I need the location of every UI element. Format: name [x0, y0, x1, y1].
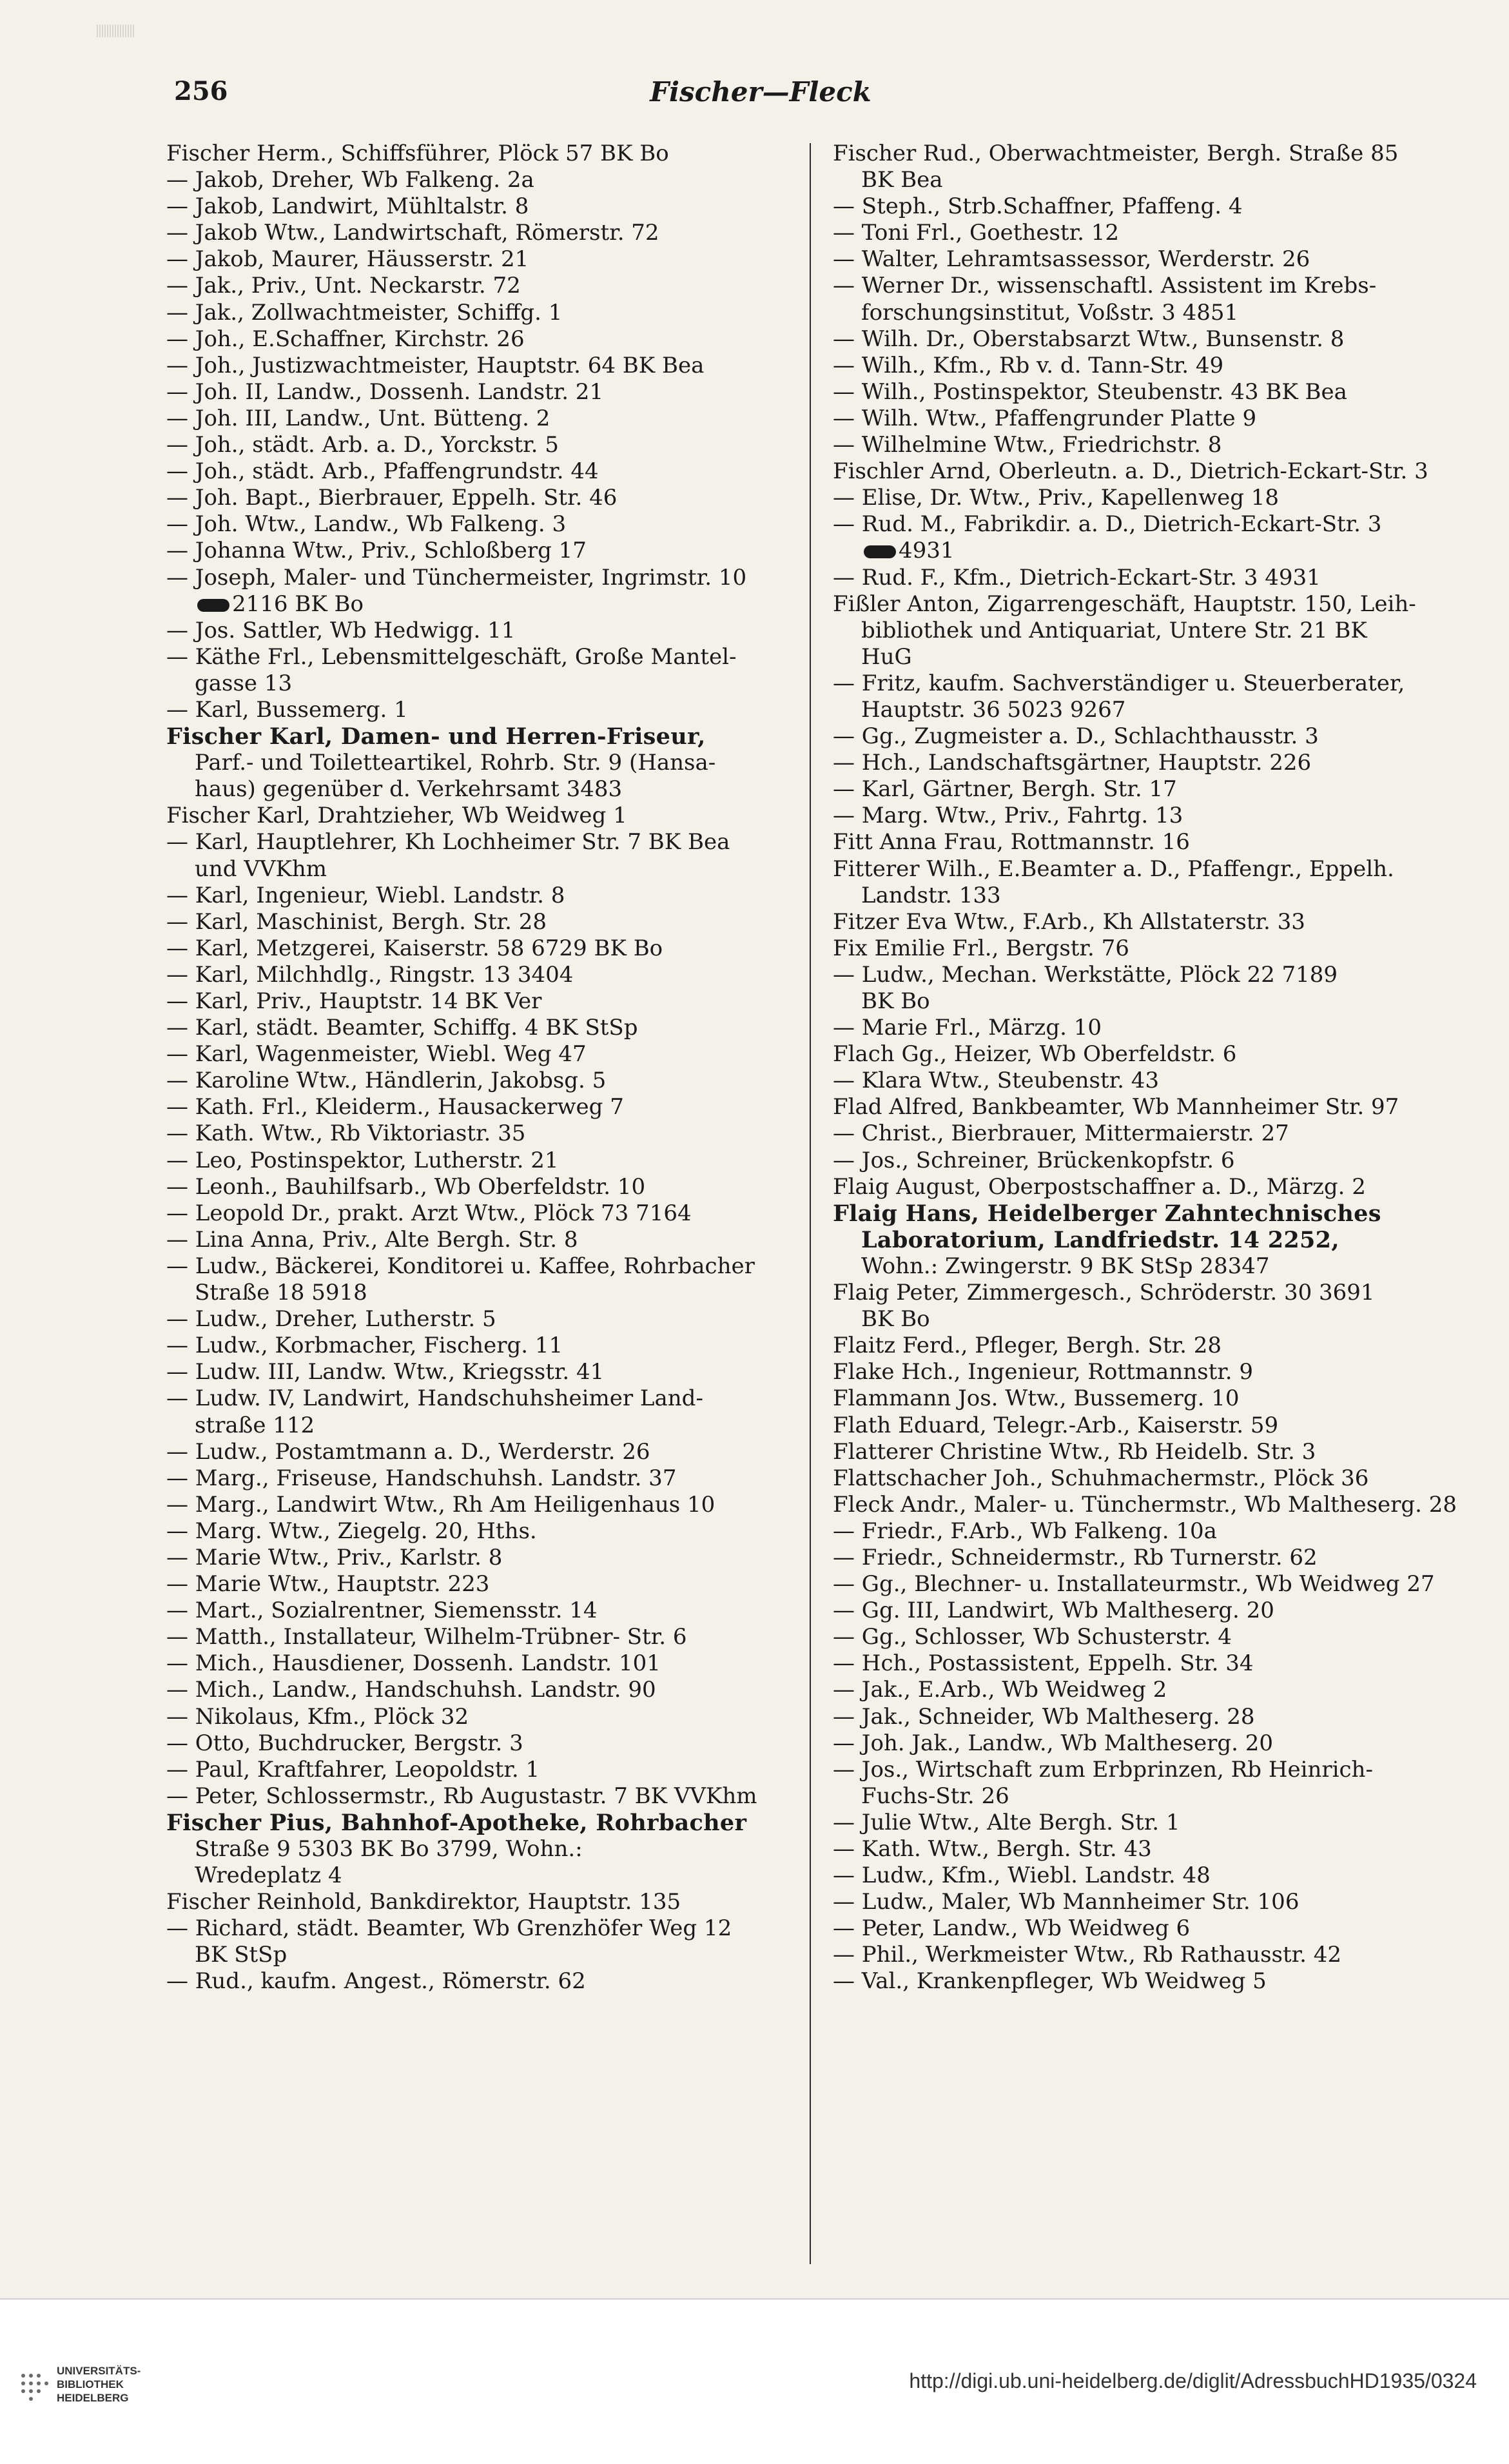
directory-entry-line	[166, 511, 798, 538]
entry-text: und VVKhm	[195, 856, 327, 882]
directory-entry-line	[166, 618, 798, 644]
directory-entry-line	[166, 273, 798, 299]
entry-text: — Leonh., Bauhilfsarb., Wb Oberfeldstr. 10	[166, 1173, 646, 1200]
entry-text: — Klara Wtw., Steubenstr. 43	[833, 1068, 1160, 1094]
entry-text: Fitt Anna Frau, Rottmannstr. 16	[833, 829, 1190, 856]
entry-text: — Gg. III, Landwirt, Wb Maltheserg. 20	[833, 1598, 1274, 1624]
entry-text: — Ludw. IV, Landwirt, Handschuhsheimer Land-	[166, 1385, 703, 1412]
right-column	[833, 141, 1477, 1995]
directory-entry-line	[166, 1015, 798, 1041]
entry-text: BK StSp	[195, 1942, 287, 1968]
directory-entry-line	[166, 935, 798, 962]
directory-entry-line	[833, 1413, 1477, 1439]
entry-text: — Mich., Landw., Handschuhsh. Landstr. 90	[166, 1677, 656, 1703]
entry-text: — Karl, Ingenieur, Wiebl. Landstr. 8	[166, 882, 565, 908]
library-name-line: HEIDELBERG	[57, 2392, 129, 2404]
directory-entry-line	[166, 1704, 798, 1730]
directory-entry-line	[833, 1385, 1477, 1412]
directory-entry-line	[166, 1359, 798, 1385]
directory-entry-line	[166, 803, 798, 829]
entry-text: — Marie Frl., Märzg. 10	[833, 1015, 1102, 1041]
directory-entry-line	[166, 326, 798, 353]
telephone-icon	[864, 545, 896, 558]
directory-entry-line	[833, 273, 1477, 299]
library-name-line: UNIVERSITÄTS-	[57, 2365, 141, 2377]
entry-text: Fuchs-Str. 26	[861, 1783, 1009, 1809]
directory-entry-line	[833, 1598, 1477, 1624]
entry-text: Flaitz Ferd., Pfleger, Bergh. Str. 28	[833, 1333, 1222, 1359]
entry-text: — Karl, Metzgerei, Kaiserstr. 58 6729 BK Bo	[166, 935, 663, 961]
entry-text: Fitzer Eva Wtw., F.Arb., Kh Allstaterstr. 33	[833, 908, 1305, 935]
entry-text: — Jakob, Maurer, Häusserstr. 21	[166, 246, 529, 273]
directory-entry-line	[833, 326, 1477, 353]
directory-entry-line	[166, 353, 798, 379]
entry-text: 4931	[899, 538, 955, 564]
directory-entry-line	[833, 803, 1477, 829]
entry-text: — Karl, städt. Beamter, Schiffg. 4 BK StSp	[166, 1015, 638, 1041]
entry-text: Flatterer Christine Wtw., Rb Heidelb. Str. 3	[833, 1438, 1316, 1465]
entry-text: Flath Eduard, Telegr.-Arb., Kaiserstr. 59	[833, 1412, 1279, 1438]
directory-entry-line	[833, 1094, 1477, 1120]
entry-text: HuG	[861, 643, 912, 670]
entry-text: — Joh., Justizwachtmeister, Hauptstr. 64 BK Bea	[166, 352, 705, 378]
directory-entry-line	[833, 167, 1477, 193]
directory-entry-line	[833, 1942, 1477, 1968]
directory-entry-line	[833, 1465, 1477, 1492]
left-column	[166, 141, 798, 1995]
directory-entry-line	[166, 1836, 798, 1863]
directory-entry-line	[166, 220, 798, 246]
directory-entry-line	[166, 1518, 798, 1545]
entry-text: — Leopold Dr., prakt. Arzt Wtw., Plöck 73 7164	[166, 1200, 692, 1226]
entry-text: — Toni Frl., Goethestr. 12	[833, 220, 1119, 246]
directory-entry-line	[166, 1120, 798, 1147]
entry-text: — Gg., Blechner- u. Installateurmstr., Wb Weidweg 27	[833, 1571, 1435, 1598]
entry-text: straße 112	[195, 1412, 315, 1438]
directory-entry-line	[833, 1148, 1477, 1174]
directory-entry-line	[166, 141, 798, 167]
directory-entry-line	[166, 193, 798, 220]
entry-text: — Walter, Lehramtsassessor, Werderstr. 26	[833, 246, 1310, 273]
entry-text: Fischer Karl, Damen- und Herren-Friseur,	[166, 723, 706, 750]
entry-text: — Fritz, kaufm. Sachverständiger u. Steuerberater,	[833, 670, 1405, 696]
directory-entry-line	[166, 697, 798, 723]
directory-entry-line	[833, 776, 1477, 803]
entry-text: — Ludw. III, Landw. Wtw., Kriegsstr. 41	[166, 1359, 605, 1385]
entry-text: — Marie Wtw., Priv., Karlstr. 8	[166, 1544, 503, 1570]
entry-text: — Kath. Wtw., Rb Viktoriastr. 35	[166, 1120, 526, 1147]
directory-entry-line	[166, 485, 798, 511]
entry-text: — Jak., Priv., Unt. Neckarstr. 72	[166, 273, 521, 299]
directory-entry-line	[833, 829, 1477, 856]
entry-text: Fischer Herm., Schiffsführer, Plöck 57 BK Bo	[166, 141, 669, 166]
directory-entry-line	[166, 1439, 798, 1465]
directory-entry-line	[833, 1200, 1477, 1227]
directory-entry-line	[833, 909, 1477, 935]
entry-text: — Rud., kaufm. Angest., Römerstr. 62	[166, 1968, 586, 1995]
directory-entry-line	[166, 644, 798, 670]
directory-entry-line	[166, 1041, 798, 1068]
directory-entry-line	[833, 591, 1477, 618]
directory-entry-line	[166, 432, 798, 458]
entry-text: — Peter, Landw., Wb Weidweg 6	[833, 1915, 1191, 1942]
entry-text: Wohn.: Zwingerstr. 9 BK StSp 28347	[861, 1253, 1270, 1279]
entry-text: — Marg., Friseuse, Handschuhsh. Landstr. 37	[166, 1465, 677, 1491]
entry-text: — Karl, Hauptlehrer, Kh Lochheimer Str. 7 BK Bea	[166, 829, 730, 856]
directory-entry-line	[833, 458, 1477, 485]
page-number: 256	[174, 76, 228, 106]
entry-text: — Gg., Schlosser, Wb Schusterstr. 4	[833, 1624, 1232, 1650]
directory-entry-line	[166, 1783, 798, 1810]
entry-text: — Marie Wtw., Hauptstr. 223	[166, 1571, 490, 1598]
directory-entry-line	[833, 485, 1477, 511]
directory-entry-line	[166, 723, 798, 750]
directory-entry-line	[166, 1148, 798, 1174]
entry-text: — Joh., E.Schaffner, Kirchstr. 26	[166, 326, 525, 352]
entry-text: — Ludw., Bäckerei, Konditorei u. Kaffee, Rohrbacher	[166, 1253, 755, 1279]
entry-text: — Julie Wtw., Alte Bergh. Str. 1	[833, 1809, 1180, 1835]
directory-entry-line	[166, 300, 798, 326]
directory-entry-line	[833, 1120, 1477, 1147]
entry-text: — Joh. II, Landw., Dossenh. Landstr. 21	[166, 378, 604, 405]
directory-entry-line	[833, 1253, 1477, 1280]
directory-entry-line	[833, 856, 1477, 883]
directory-entry-line	[833, 538, 1477, 564]
directory-entry-line	[833, 618, 1477, 644]
directory-entry-line	[833, 1545, 1477, 1571]
directory-entry-line	[166, 988, 798, 1015]
entry-text: Wredeplatz 4	[195, 1863, 342, 1889]
directory-entry-line	[833, 1492, 1477, 1518]
entry-text: — Ludw., Kfm., Wiebl. Landstr. 48	[833, 1863, 1211, 1889]
entry-text: Fleck Andr., Maler- u. Tünchermstr., Wb Maltheserg. 28	[833, 1491, 1457, 1518]
directory-entry-line	[166, 538, 798, 564]
directory-entry-line	[166, 1677, 798, 1703]
directory-entry-line	[833, 883, 1477, 909]
directory-entry-line	[833, 565, 1477, 591]
entry-text: — Rud. F., Kfm., Dietrich-Eckart-Str. 3 4931	[833, 564, 1321, 591]
directory-entry-line	[166, 1571, 798, 1598]
entry-text: Parf.- und Toiletteartikel, Rohrb. Str. 9 (Hansa-	[195, 750, 716, 776]
entry-text: Fix Emilie Frl., Bergstr. 76	[833, 935, 1129, 961]
entry-text: Flach Gg., Heizer, Wb Oberfeldstr. 6	[833, 1041, 1237, 1068]
directory-entry-line	[166, 1968, 798, 1995]
entry-text: — Kath. Wtw., Bergh. Str. 43	[833, 1836, 1152, 1862]
entry-text: — Kath. Frl., Kleiderm., Hausackerweg 7	[166, 1094, 624, 1120]
entry-text: — Rud. M., Fabrikdir. a. D., Dietrich-Eckart-Str. 3	[833, 511, 1382, 538]
directory-entry-line	[166, 591, 798, 618]
directory-entry-line	[833, 1518, 1477, 1545]
entry-text: — Val., Krankenpfleger, Wb Weidweg 5	[833, 1968, 1267, 1995]
entry-text: — Jakob, Dreher, Wb Falkeng. 2a	[166, 167, 534, 193]
entry-text: — Karl, Gärtner, Bergh. Str. 17	[833, 776, 1177, 803]
directory-entry-line	[166, 1650, 798, 1677]
directory-entry-line	[833, 697, 1477, 723]
entry-text: — Werner Dr., wissenschaftl. Assistent im Krebs-	[833, 273, 1377, 299]
entry-text: Fischler Arnd, Oberleutn. a. D., Dietrich-Eckart-Str. 3	[833, 458, 1428, 485]
directory-entry-line	[833, 1333, 1477, 1359]
page-header	[174, 76, 1347, 115]
entry-text: — Jos., Schreiner, Brückenkopfstr. 6	[833, 1147, 1235, 1173]
entry-text: — Karl, Wagenmeister, Wiebl. Weg 47	[166, 1041, 587, 1068]
directory-entry-line	[166, 1465, 798, 1492]
directory-entry-line	[833, 1015, 1477, 1041]
entry-text: — Wilh. Dr., Oberstabsarzt Wtw., Bunsenstr. 8	[833, 326, 1345, 352]
directory-entry-line	[166, 1280, 798, 1306]
directory-entry-line	[833, 1889, 1477, 1915]
source-url-link[interactable]: http://digi.ub.uni-heidelberg.de/diglit/AdressbuchHD1935/0324	[909, 2369, 1477, 2392]
directory-entry-line	[166, 1385, 798, 1412]
entry-text: — Jakob Wtw., Landwirtschaft, Römerstr. 72	[166, 220, 659, 246]
directory-entry-line	[833, 1280, 1477, 1306]
directory-entry-line	[166, 1863, 798, 1889]
entry-text: — Johanna Wtw., Priv., Schloßberg 17	[166, 538, 587, 564]
entry-text: — Karl, Milchhdlg., Ringstr. 13 3404	[166, 961, 574, 988]
entry-text: Hauptstr. 36 5023 9267	[861, 696, 1126, 723]
entry-text: — Karoline Wtw., Händlerin, Jakobsg. 5	[166, 1068, 607, 1094]
directory-entry-line	[833, 670, 1477, 697]
directory-entry-line	[833, 1041, 1477, 1068]
entry-text: Flad Alfred, Bankbeamter, Wb Mannheimer Str. 97	[833, 1094, 1399, 1120]
entry-text: Fischer Reinhold, Bankdirektor, Hauptstr. 135	[166, 1889, 681, 1915]
directory-entry-line	[166, 1624, 798, 1650]
university-library-logo-icon	[18, 2371, 49, 2401]
directory-entry-line	[166, 883, 798, 909]
entry-text: — Phil., Werkmeister Wtw., Rb Rathausstr. 42	[833, 1942, 1342, 1968]
entry-text: Laboratorium, Landfriedstr. 14 2252,	[861, 1226, 1339, 1253]
directory-entry-line	[166, 1200, 798, 1227]
directory-entry-line	[166, 1333, 798, 1359]
entry-text: — Jos., Wirtschaft zum Erbprinzen, Rb Heinrich-	[833, 1756, 1373, 1783]
directory-entry-line	[166, 1545, 798, 1571]
entry-text: — Christ., Bierbrauer, Mittermaierstr. 27	[833, 1120, 1289, 1147]
directory-entry-line	[833, 1174, 1477, 1200]
directory-entry-line	[166, 1253, 798, 1280]
entry-text: — Hch., Postassistent, Eppelh. Str. 34	[833, 1650, 1254, 1677]
directory-entry-line	[166, 379, 798, 406]
directory-entry-line	[833, 246, 1477, 273]
directory-entry-line	[166, 565, 798, 591]
entry-text: — Käthe Frl., Lebensmittelgeschäft, Große Mantel-	[166, 643, 737, 670]
directory-entry-line	[166, 1757, 798, 1783]
entry-text: — Friedr., F.Arb., Wb Falkeng. 10a	[833, 1518, 1217, 1544]
directory-entry-line	[166, 750, 798, 776]
entry-text: Flaig August, Oberpostschaffner a. D., Märzg. 2	[833, 1173, 1366, 1200]
entry-text: — Nikolaus, Kfm., Plöck 32	[166, 1703, 469, 1730]
library-name-line: BIBLIOTHEK	[57, 2378, 124, 2391]
entry-text: Flaig Peter, Zimmergesch., Schröderstr. 30 3691	[833, 1280, 1375, 1306]
entry-text: — Paul, Kraftfahrer, Leopoldstr. 1	[166, 1756, 540, 1783]
entry-text: — Jak., Schneider, Wb Maltheserg. 28	[833, 1703, 1255, 1730]
library-stamp	[97, 24, 135, 37]
entry-text: — Karl, Maschinist, Bergh. Str. 28	[166, 908, 547, 935]
entry-text: Fischer Pius, Bahnhof-Apotheke, Rohrbacher	[166, 1809, 747, 1836]
entry-text: — Leo, Postinspektor, Lutherstr. 21	[166, 1147, 559, 1173]
entry-text: — Hch., Landschaftsgärtner, Hauptstr. 226	[833, 750, 1312, 776]
directory-entry-line	[833, 406, 1477, 432]
entry-text: — Wilh., Kfm., Rb v. d. Tann-Str. 49	[833, 352, 1224, 378]
entry-text: — Joh., städt. Arb., Pfaffengrundstr. 44	[166, 458, 599, 485]
directory-entry-line	[833, 220, 1477, 246]
entry-text: — Joseph, Maler- und Tünchermeister, Ingrimstr. 10	[166, 564, 747, 591]
directory-entry-line	[833, 1650, 1477, 1677]
directory-entry-line	[833, 644, 1477, 670]
entry-text: BK Bea	[861, 167, 943, 193]
directory-entry-line	[833, 1915, 1477, 1942]
directory-entry-line	[166, 1942, 798, 1968]
entry-text: — Joh. III, Landw., Unt. Bütteng. 2	[166, 405, 550, 431]
entry-text: Flammann Jos. Wtw., Bussemerg. 10	[833, 1385, 1240, 1412]
directory-entry-line	[833, 1677, 1477, 1703]
entry-text: — Jak., Zollwachtmeister, Schiffg. 1	[166, 299, 563, 326]
directory-entry-line	[833, 300, 1477, 326]
entry-text: — Friedr., Schneidermstr., Rb Turnerstr. 62	[833, 1544, 1318, 1570]
entry-text: Fißler Anton, Zigarrengeschäft, Hauptstr. 150, Leih-	[833, 591, 1416, 617]
entry-text: Flattschacher Joh., Schuhmachermstr., Plöck 36	[833, 1465, 1369, 1491]
directory-entry-line	[166, 167, 798, 193]
directory-entry-line	[833, 1306, 1477, 1333]
directory-entry-line	[166, 1094, 798, 1120]
directory-entry-line	[166, 962, 798, 988]
entry-text: — Jos. Sattler, Wb Hedwigg. 11	[166, 617, 516, 643]
directory-entry-line	[833, 1810, 1477, 1836]
entry-text: — Steph., Strb.Schaffner, Pfaffeng. 4	[833, 193, 1243, 220]
directory-entry-line	[833, 723, 1477, 750]
entry-text: haus) gegenüber d. Verkehrsamt 3483	[195, 776, 623, 803]
directory-entry-line	[166, 1810, 798, 1836]
directory-entry-line	[166, 1915, 798, 1942]
directory-entry-line	[166, 829, 798, 856]
entry-text: — Wilh., Postinspektor, Steubenstr. 43 BK Bea	[833, 378, 1347, 405]
entry-text: BK Bo	[861, 1306, 930, 1333]
directory-entry-line	[166, 1730, 798, 1757]
directory-entry-line	[166, 1306, 798, 1333]
entry-text: — Marg. Wtw., Ziegelg. 20, Hths.	[166, 1518, 537, 1544]
entry-text: — Otto, Buchdrucker, Bergstr. 3	[166, 1730, 523, 1756]
directory-entry-line	[833, 432, 1477, 458]
directory-entry-line	[833, 962, 1477, 988]
directory-entry-line	[833, 1571, 1477, 1598]
directory-entry-line	[833, 1227, 1477, 1253]
directory-entry-line	[833, 1863, 1477, 1889]
directory-entry-line	[833, 1068, 1477, 1094]
directory-entry-line	[833, 1836, 1477, 1863]
entry-text: forschungsinstitut, Voßstr. 3 4851	[861, 299, 1239, 326]
entry-text: — Lina Anna, Priv., Alte Bergh. Str. 8	[166, 1226, 578, 1253]
entry-text: 2116 BK Bo	[232, 591, 364, 617]
running-head: Fischer—Fleck	[650, 76, 871, 108]
entry-text: — Jakob, Landwirt, Mühltalstr. 8	[166, 193, 529, 220]
entry-text: — Ludw., Dreher, Lutherstr. 5	[166, 1306, 496, 1333]
entry-text: — Marg., Landwirt Wtw., Rh Am Heiligenhaus 10	[166, 1491, 716, 1518]
entry-text: — Matth., Installateur, Wilhelm-Trübner- Str. 6	[166, 1624, 687, 1650]
entry-text: gasse 13	[195, 670, 293, 696]
entry-text: — Joh. Bapt., Bierbrauer, Eppelh. Str. 46	[166, 485, 618, 511]
directory-entry-line	[166, 776, 798, 803]
entry-text: — Karl, Bussemerg. 1	[166, 696, 408, 723]
directory-entry-line	[166, 1598, 798, 1624]
entry-text: — Wilhelmine Wtw., Friedrichstr. 8	[833, 432, 1222, 458]
entry-text: — Marg. Wtw., Priv., Fahrtg. 13	[833, 803, 1183, 829]
entry-text: Straße 9 5303 BK Bo 3799, Wohn.:	[195, 1836, 583, 1862]
entry-text: — Elise, Dr. Wtw., Priv., Kapellenweg 18	[833, 485, 1280, 511]
directory-entry-line	[166, 246, 798, 273]
entry-text: — Mich., Hausdiener, Dossenh. Landstr. 101	[166, 1650, 661, 1677]
directory-entry-line	[833, 1757, 1477, 1783]
directory-entry-line	[166, 1889, 798, 1915]
entry-text: BK Bo	[861, 988, 930, 1014]
directory-entry-line	[833, 511, 1477, 538]
directory-entry-line	[166, 458, 798, 485]
entry-text: bibliothek und Antiquariat, Untere Str. 21 BK	[861, 617, 1367, 643]
entry-text: — Gg., Zugmeister a. D., Schlachthausstr. 3	[833, 723, 1319, 750]
directory-entry-line	[833, 141, 1477, 167]
entry-text: Fischer Karl, Drahtzieher, Wb Weidweg 1	[166, 803, 627, 829]
entry-text: — Ludw., Korbmacher, Fischerg. 11	[166, 1333, 563, 1359]
entry-text: — Karl, Priv., Hauptstr. 14 BK Ver	[166, 988, 542, 1014]
entry-text: — Mart., Sozialrentner, Siemensstr. 14	[166, 1598, 598, 1624]
directory-entry-line	[833, 1624, 1477, 1650]
entry-text: Flaig Hans, Heidelberger Zahntechnisches	[833, 1200, 1381, 1227]
entry-text: Fitterer Wilh., E.Beamter a. D., Pfaffengr., Eppelh.	[833, 856, 1394, 882]
telephone-icon	[197, 599, 229, 612]
entry-text: Straße 18 5918	[195, 1280, 367, 1306]
entry-text: — Wilh. Wtw., Pfaffengrunder Platte 9	[833, 405, 1257, 431]
directory-entry-line	[166, 1492, 798, 1518]
entry-text: — Ludw., Mechan. Werkstätte, Plöck 22 7189	[833, 961, 1338, 988]
directory-entry-line	[833, 1730, 1477, 1757]
directory-entry-line	[833, 1783, 1477, 1810]
entry-text: Fischer Rud., Oberwachtmeister, Bergh. Straße 85	[833, 141, 1399, 166]
directory-entry-line	[166, 856, 798, 883]
entry-text: — Richard, städt. Beamter, Wb Grenzhöfer Weg 12	[166, 1915, 732, 1942]
directory-entry-line	[166, 406, 798, 432]
directory-entry-line	[833, 1439, 1477, 1465]
directory-entry-line	[166, 670, 798, 697]
directory-entry-line	[833, 750, 1477, 776]
entry-text: Flake Hch., Ingenieur, Rottmannstr. 9	[833, 1359, 1253, 1385]
directory-entry-line	[166, 1174, 798, 1200]
directory-entry-line	[833, 935, 1477, 962]
column-divider	[810, 143, 811, 2264]
directory-entry-line	[833, 1359, 1477, 1385]
directory-entry-line	[833, 353, 1477, 379]
directory-entry-line	[166, 1413, 798, 1439]
directory-entry-line	[833, 988, 1477, 1015]
entry-text: — Joh. Jak., Landw., Wb Maltheserg. 20	[833, 1730, 1273, 1756]
entry-text: Landstr. 133	[861, 882, 1001, 908]
entry-text: — Jak., E.Arb., Wb Weidweg 2	[833, 1677, 1167, 1703]
entry-text: — Joh., städt. Arb. a. D., Yorckstr. 5	[166, 432, 559, 458]
entry-text: — Ludw., Postamtmann a. D., Werderstr. 26	[166, 1438, 650, 1465]
directory-entry-line	[833, 1704, 1477, 1730]
directory-entry-line	[833, 193, 1477, 220]
directory-entry-line	[833, 379, 1477, 406]
entry-text: — Joh. Wtw., Landw., Wb Falkeng. 3	[166, 511, 567, 538]
directory-entry-line	[166, 1068, 798, 1094]
directory-entry-line	[833, 1968, 1477, 1995]
library-name	[57, 2364, 141, 2405]
viewer-footer	[0, 2298, 1509, 2464]
entry-text: — Ludw., Maler, Wb Mannheimer Str. 106	[833, 1889, 1300, 1915]
directory-entry-line	[166, 1227, 798, 1253]
directory-entry-line	[166, 909, 798, 935]
entry-text: — Peter, Schlossermstr., Rb Augustastr. 7 BK VVKhm	[166, 1783, 757, 1809]
